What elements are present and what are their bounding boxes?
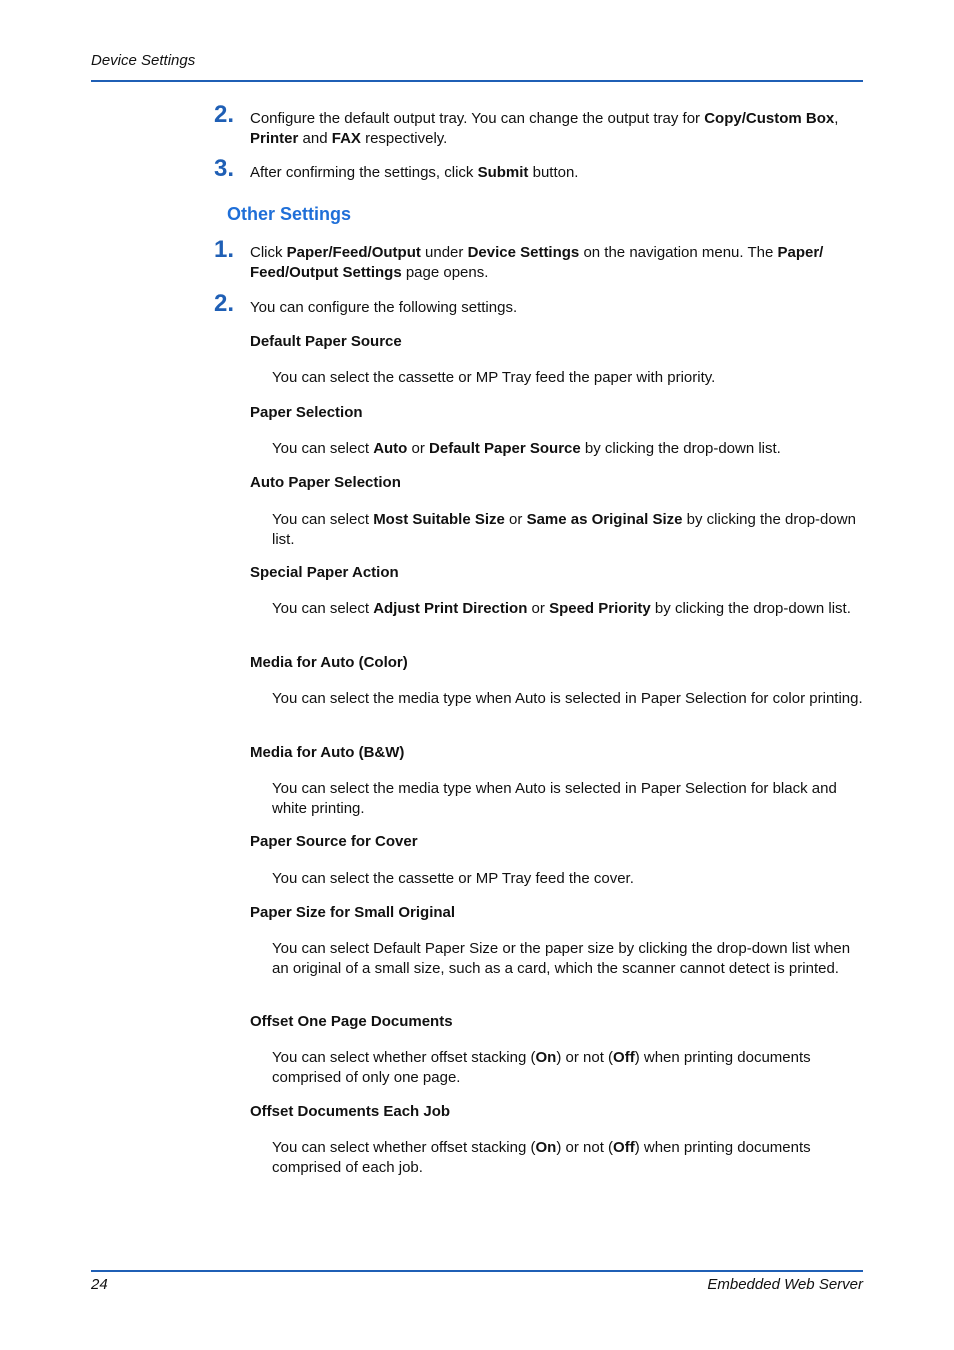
header-rule [91, 80, 863, 82]
section-heading-other-settings: Other Settings [227, 204, 352, 224]
running-header: Device Settings [91, 52, 196, 69]
setting-title-special-paper-action: Special Paper Action [250, 564, 399, 581]
setting-desc: You can select the media type when Auto is selected in Paper Selection for black and white printing. [272, 780, 837, 817]
setting-title-paper-source-cover: Paper Source for Cover [250, 833, 418, 850]
setting-desc: You can select Default Paper Size or the paper size by clicking the drop-down list when an original of a small size, such as a card, which the scanner cannot detect is printed. [272, 940, 851, 977]
page-number: 24 [91, 1276, 108, 1293]
setting-desc: You can select Auto or Default Paper Source by clicking the drop-down list. [272, 440, 781, 457]
footer-document-title: Embedded Web Server [707, 1276, 863, 1293]
step-text: You can configure the following settings. [250, 299, 518, 316]
setting-desc: You can select whether offset stacking (On) or not (Off) when printing documents comprised of only one page. [272, 1049, 811, 1086]
setting-title-paper-size-small-original: Paper Size for Small Original [250, 904, 456, 921]
step-number: 2. [214, 290, 235, 317]
setting-desc: You can select the cassette or MP Tray feed the cover. [272, 870, 634, 887]
footer-rule [91, 1270, 863, 1272]
setting-title-auto-paper-selection: Auto Paper Selection [250, 474, 401, 491]
setting-desc: You can select whether offset stacking (On) or not (Off) when printing documents comprised of each job. [272, 1139, 811, 1176]
step-text: Configure the default output tray. You can change the output tray for Copy/Custom Box, Printer and FAX respectively. [250, 110, 839, 147]
setting-desc: You can select the cassette or MP Tray feed the paper with priority. [272, 369, 716, 386]
step-number: 2. [214, 101, 235, 128]
step-number: 3. [214, 155, 235, 182]
setting-desc: You can select Adjust Print Direction or Speed Priority by clicking the drop-down list. [272, 600, 851, 617]
setting-desc: You can select Most Suitable Size or Same as Original Size by clicking the drop-down list. [272, 511, 856, 548]
setting-title-offset-one-page: Offset One Page Documents [250, 1013, 453, 1030]
step-number: 1. [214, 236, 235, 263]
setting-title-media-auto-color: Media for Auto (Color) [250, 654, 408, 671]
setting-title-media-auto-bw: Media for Auto (B&W) [250, 744, 405, 761]
setting-title-offset-each-job: Offset Documents Each Job [250, 1103, 451, 1120]
step-text: Click Paper/Feed/Output under Device Settings on the navigation menu. The Paper/ Feed/Output Settings page opens. [250, 244, 824, 281]
setting-title-default-paper-source: Default Paper Source [250, 333, 402, 350]
step-text: After confirming the settings, click Submit button. [250, 164, 579, 181]
setting-title-paper-selection: Paper Selection [250, 404, 363, 421]
setting-desc: You can select the media type when Auto is selected in Paper Selection for color printing. [272, 690, 863, 707]
